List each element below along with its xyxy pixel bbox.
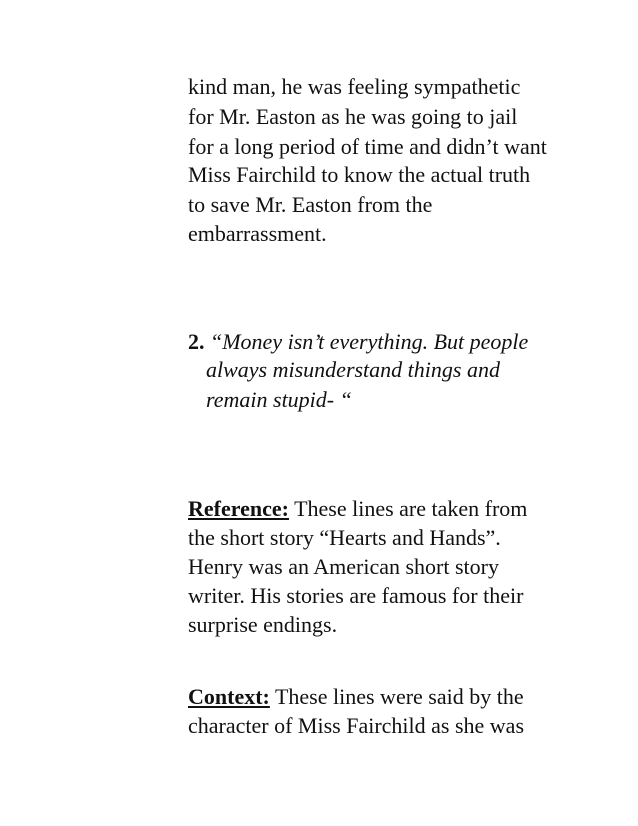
reference-line-1-text: These lines are taken from	[288, 496, 528, 521]
context-label: Context:	[188, 684, 270, 709]
reference-label: Reference:	[188, 496, 289, 521]
paragraph1-line-3: for a long period of time and didn’t want	[188, 134, 547, 159]
paragraph1-line-5: to save Mr. Easton from the	[188, 192, 433, 217]
context-line-1	[188, 683, 524, 710]
reference-line-5: surprise endings.	[188, 612, 338, 637]
quote-line-1: “Money isn’t everything. But people	[210, 329, 529, 354]
paragraph1-line-2: for Mr. Easton as he was going to jail	[188, 104, 518, 129]
reference-line-1	[188, 495, 527, 522]
context-line-2: character of Miss Fairchild as she was	[188, 713, 525, 738]
quote-line-3: remain stupid- “	[206, 387, 352, 412]
paragraph1-line-1: kind man, he was feeling sympathetic	[188, 74, 521, 99]
quote-line-2: always misunderstand things and	[206, 357, 500, 382]
reference-line-3: Henry was an American short story	[188, 554, 499, 579]
question-number: 2.	[188, 329, 205, 354]
reference-line-2: the short story “Hearts and Hands”.	[188, 525, 501, 550]
reference-line-4: writer. His stories are famous for their	[188, 583, 524, 608]
question-2	[188, 328, 528, 355]
context-line-1-text: These lines were said by the	[269, 684, 524, 709]
paragraph1-line-6: embarrassment.	[188, 221, 327, 246]
paragraph1-line-4: Miss Fairchild to know the actual truth	[188, 162, 531, 187]
